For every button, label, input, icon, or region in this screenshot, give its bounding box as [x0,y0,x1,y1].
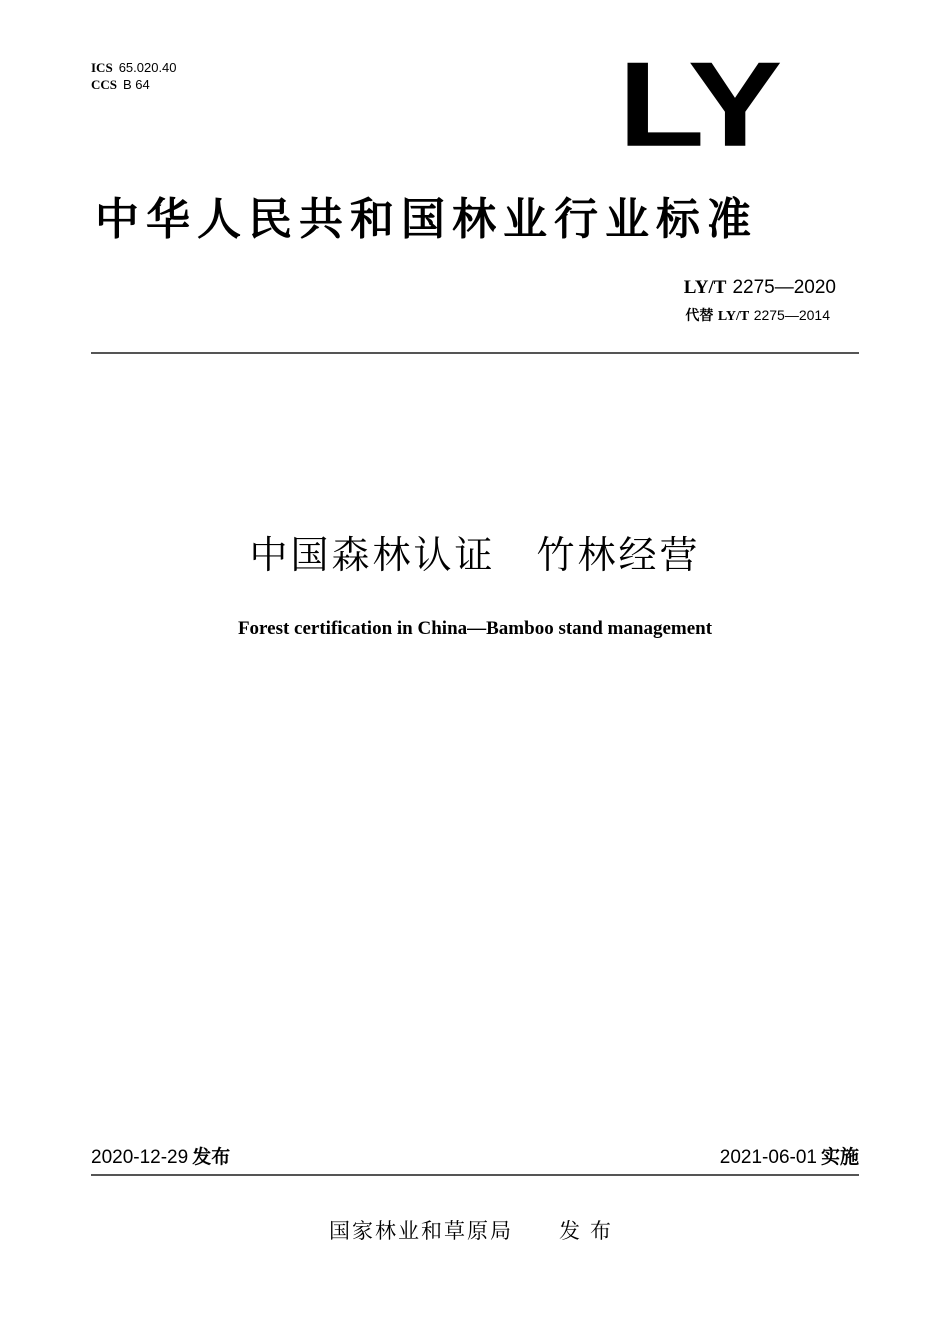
replaces-prefix: LY/T [717,309,750,324]
ics-label: ICS [91,60,113,75]
replaces-standard [685,306,830,326]
replaces-number: 2275—2014 [753,307,830,323]
document-title-chinese: 中国森林认证 竹林经营 [249,533,701,577]
ccs-label: CCS [91,77,118,92]
standard-category-title: 中华人民共和国林业行业标准 [95,194,758,245]
release-date-value: 2020-12-29 [91,1147,189,1168]
ccs-value: B 64 [123,77,150,92]
release-date-word: 发布 [192,1146,231,1168]
issuer [0,1216,950,1246]
issuer-organization: 国家林业和草原局 [329,1219,513,1243]
implement-date [720,1144,859,1171]
release-date [91,1144,230,1171]
replaces-label: 代替 [685,308,714,324]
ics-value: 65.020.40 [118,60,177,75]
header-divider [91,352,859,354]
implement-date-word: 实施 [820,1146,859,1168]
ly-logo: LY [618,37,779,173]
footer-divider [91,1174,859,1176]
standard-number-value: 2275—2020 [732,277,836,298]
standard-number [684,275,836,300]
document-title-english: Forest certification in China—Bamboo stand management [237,618,713,639]
issuer-action: 发布 [559,1219,621,1243]
ccs-classification [91,77,150,94]
ics-classification [91,60,177,77]
standard-number-prefix: LY/T [683,277,727,298]
implement-date-value: 2021-06-01 [719,1147,817,1168]
